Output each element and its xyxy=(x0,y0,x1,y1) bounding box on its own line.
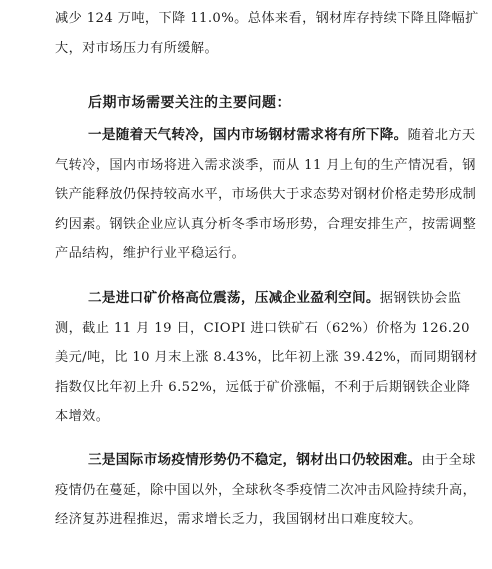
issue-3-lead: 三是国际市场疫情形势仍不稳定，钢材出口仍较困难。 xyxy=(88,452,422,468)
issue-1-lead: 一是随着天气转冷，国内市场钢材需求将有所下降。 xyxy=(88,127,408,143)
issue-paragraph-3 xyxy=(55,446,480,535)
issue-paragraph-1 xyxy=(55,121,480,269)
issue-1-body: 随着北方天气转冷，国内市场将进入需求淡季，而从 11 月上旬的生产情况看，钢铁产能释放仍保持较高水平，市场供大于求态势对钢材价格走势形成制约因素。钢铁企业应认真分析冬季市场形势，合理安排生产，按需调整产品结构，维护行业平稳运行。 xyxy=(55,128,477,261)
section-heading: 后期市场需要关注的主要问题： xyxy=(88,95,291,111)
issue-3-body: 由于全球疫情仍在蔓延，除中国以外，全球秋冬季疫情二次冲击风险持续升高，经济复苏进程推迟，需求增长乏力，我国钢材出口难度较大。 xyxy=(55,453,477,527)
issue-2-lead: 二是进口矿价格高位震荡，压减企业盈利空间。 xyxy=(88,290,380,306)
issue-2-body: 据钢铁协会监测，截止 11 月 19 日，CIOPI 进口铁矿石（62%）价格为 126.20 美元/吨，比 10 月末上涨 8.43%，比年初上涨 39.42%，而同期钢材指数仅比年初上升 6.52%，远低于矿价涨幅，不利于后期钢铁企业降本增效。 xyxy=(55,291,478,424)
issue-paragraph-2 xyxy=(55,284,480,432)
intro-paragraph xyxy=(55,4,480,63)
intro-text: 减少 124 万吨，下降 11.0%。总体来看，钢材库存持续下降且降幅扩大，对市场压力有所缓解。 xyxy=(55,11,479,56)
